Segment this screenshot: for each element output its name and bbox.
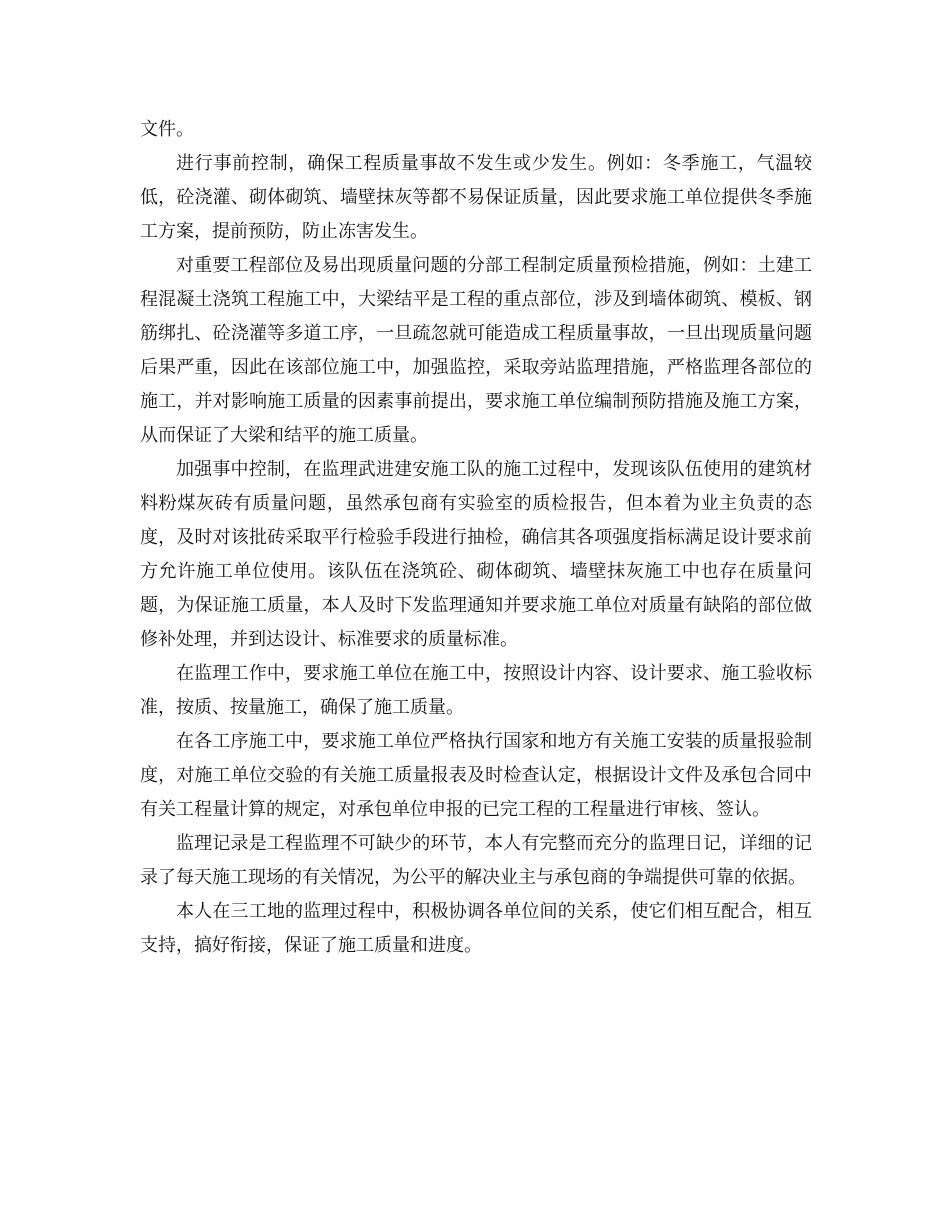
- paragraph-pre-control: 进行事前控制，确保工程质量事故不发生或少发生。例如：冬季施工，气温较低，砼浇灌、砌体砌筑、墙壁抹灰等都不易保证质量，因此要求施工单位提供冬季施工方案，提前预防，防止冻害发生。: [140, 153, 812, 242]
- paragraph-coordination: 本人在三工地的监理过程中，积极协调各单位间的关系，使它们相互配合，相互支持，搞好衔接，保证了施工质量和进度。: [140, 901, 812, 956]
- paragraph-supervision-work: 在监理工作中，要求施工单位在施工中，按照设计内容、设计要求、施工验收标准，按质、按量施工，确保了施工质量。: [140, 663, 812, 718]
- document-body: [140, 113, 812, 963]
- paragraph-process-inspection: 在各工序施工中，要求施工单位严格执行国家和地方有关施工安装的质量报验制度，对施工单位交验的有关施工质量报表及时检查认定，根据设计文件及承包合同中有关工程量计算的规定，对承包单位申报的已完工程的工程量进行审核、签认。: [140, 731, 812, 820]
- paragraph-in-process-control: 加强事中控制，在监理武进建安施工队的施工过程中，发现该队伍使用的建筑材料粉煤灰砖有质量问题，虽然承包商有实验室的质检报告，但本着为业主负责的态度，及时对该批砖采取平行检验手段进行抽检，确信其各项强度指标满足设计要求前方允许施工单位使用。该队伍在浇筑砼、砌体砌筑、墙壁抹灰施工中也存在质量问题，为保证施工质量，本人及时下发监理通知并要求施工单位对质量有缺陷的部位做修补处理，并到达设计、标准要求的质量标准。: [140, 459, 812, 650]
- paragraph-pre-inspection: 对重要工程部位及易出现质量问题的分部工程制定质量预检措施，例如：土建工程混凝土浇筑工程施工中，大梁结平是工程的重点部位，涉及到墙体砌筑、模板、钢筋绑扎、砼浇灌等多道工序，一旦疏忽就可能造成工程质量事故，一旦出现质量问题后果严重，因此在该部位施工中，加强监控，采取旁站监理措施，严格监理各部位的施工，并对影响施工质量的因素事前提出，要求施工单位编制预防措施及施工方案，从而保证了大梁和结平的施工质量。: [140, 255, 812, 446]
- paragraph-continuation: 文件。: [140, 119, 194, 140]
- paragraph-supervision-records: 监理记录是工程监理不可缺少的环节，本人有完整而充分的监理日记，详细的记录了每天施工现场的有关情况，为公平的解决业主与承包商的争端提供可靠的依据。: [140, 833, 812, 888]
